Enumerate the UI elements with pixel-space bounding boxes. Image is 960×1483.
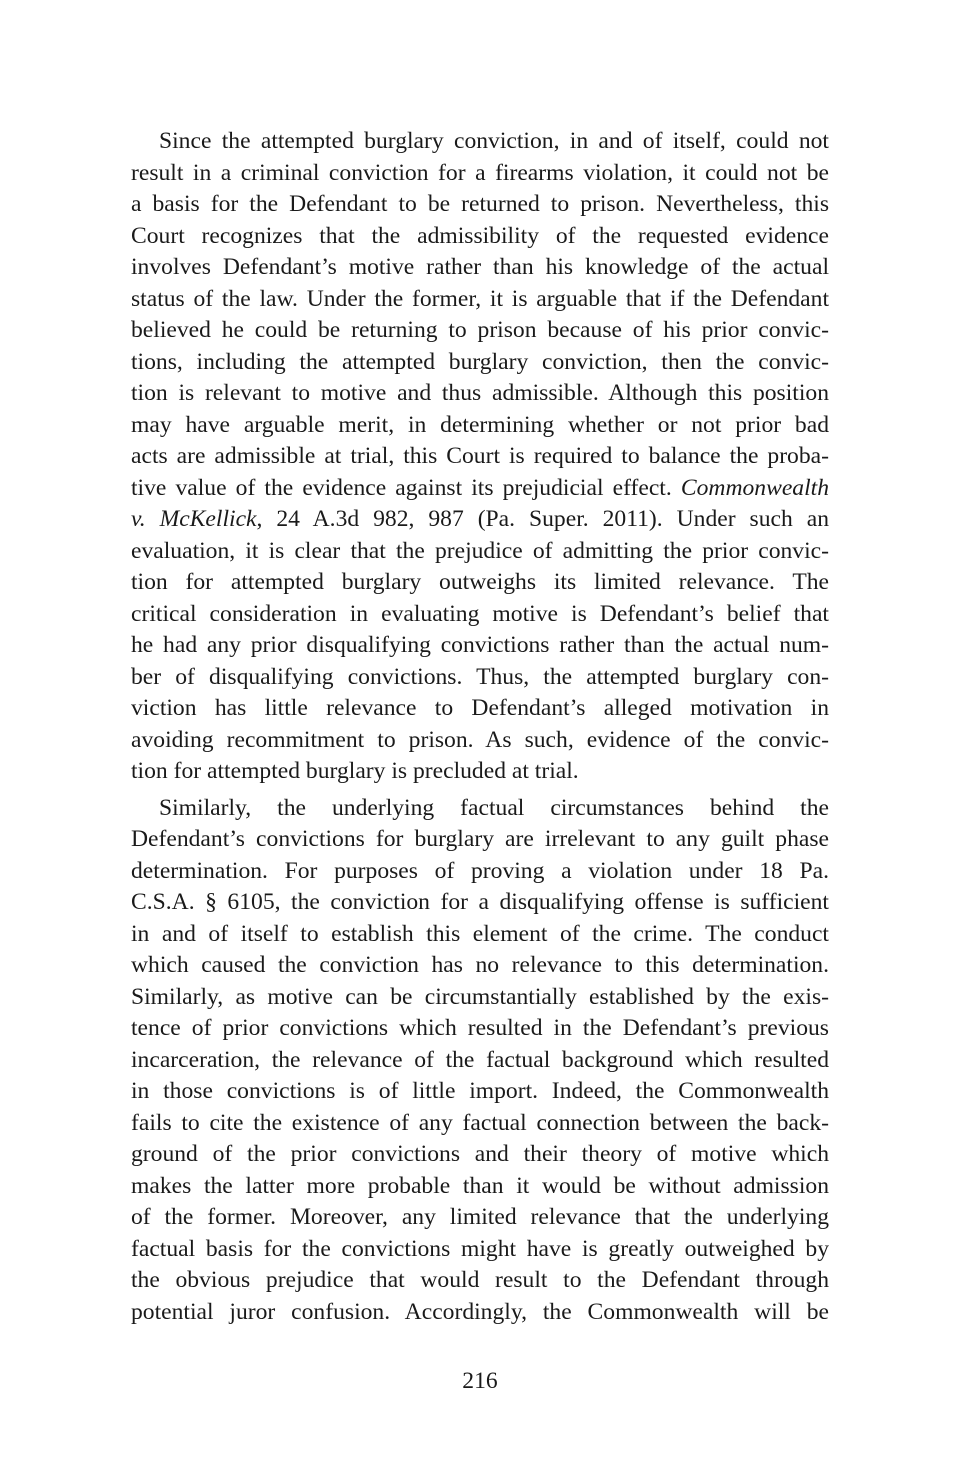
text-line: potential juror confusion. Accordingly, the Commonwealth will be xyxy=(131,1298,829,1325)
text-line: in and of itself to establish this element of the crime. The conduct xyxy=(131,920,829,947)
text-line: result in a criminal conviction for a firearms violation, it could not be xyxy=(131,159,829,186)
text-line: ground of the prior convictions and their theory of motive which xyxy=(131,1141,829,1167)
text-line: tions, including the attempted burglary conviction, then the convic- xyxy=(131,348,829,375)
paragraph-2 xyxy=(131,793,829,1329)
text-line: the obvious prejudice that would result to the Defendant through xyxy=(131,1267,829,1293)
text-line: tence of prior convictions which resulted in the Defendant’s previous xyxy=(131,1015,829,1041)
paragraph-1 xyxy=(131,126,829,788)
text-line: evaluation, it is clear that the prejudice of admitting the prior convic- xyxy=(131,537,829,564)
text-line: viction has little relevance to Defendant’s alleged motivation in xyxy=(131,695,829,721)
page-number: 216 xyxy=(462,1368,498,1394)
text-line: tion for attempted burglary outweighs its limited relevance. The xyxy=(131,569,829,595)
text-line: believed he could be returning to prison because of his prior convic- xyxy=(131,317,829,343)
text-line: a basis for the Defendant to be returned to prison. Nevertheless, this xyxy=(131,191,829,217)
text-line: in those convictions is of little import. Indeed, the Commonwealth xyxy=(131,1078,829,1104)
text-line: avoiding recommitment to prison. As such, evidence of the convic- xyxy=(131,726,829,753)
text-line: status of the law. Under the former, it is arguable that if the Defendant xyxy=(131,285,829,312)
text-line: involves Defendant’s motive rather than his knowledge of the actual xyxy=(131,254,829,280)
text-line: Court recognizes that the admissibility of the requested evidence xyxy=(131,222,829,249)
text-line: ber of disqualifying convictions. Thus, the attempted burglary con- xyxy=(131,663,829,690)
text-line: which caused the conviction has no relevance to this determination. xyxy=(131,952,829,978)
text-line: incarceration, the relevance of the factual background which resulted xyxy=(131,1046,829,1073)
text-line: of the former. Moreover, any limited relevance that the underlying xyxy=(131,1204,829,1230)
text-line: critical consideration in evaluating motive is Defendant’s belief that xyxy=(131,600,829,627)
text-line-with-citation: tive value of the evidence against its prejudicial effect. Commonwealth xyxy=(131,474,829,501)
body-text xyxy=(131,126,829,1328)
text-line: Since the attempted burglary conviction, in and of itself, could not xyxy=(159,128,829,154)
text-line: acts are admissible at trial, this Court is required to balance the proba- xyxy=(131,443,829,469)
text-line: Defendant’s convictions for burglary are irrelevant to any guilt phase xyxy=(131,826,829,852)
text-line: factual basis for the convictions might have is greatly outweighed by xyxy=(131,1235,829,1262)
text-line: determination. For purposes of proving a violation under 18 Pa. xyxy=(131,857,829,884)
text-line: C.S.A. § 6105, the conviction for a disqualifying offense is sufficient xyxy=(131,889,829,915)
text-line: tion for attempted burglary is precluded at trial. xyxy=(131,758,579,784)
text-line: he had any prior disqualifying convictions rather than the actual num- xyxy=(131,632,829,658)
text-line: tion is relevant to motive and thus admissible. Although this position xyxy=(131,380,829,406)
text-line: Similarly, as motive can be circumstantially established by the exis- xyxy=(131,983,829,1010)
text-line: Similarly, the underlying factual circumstances behind the xyxy=(159,794,829,821)
text-line: fails to cite the existence of any factual connection between the back- xyxy=(131,1109,829,1136)
text-line: makes the latter more probable than it would be without admission xyxy=(131,1172,829,1199)
text-line-with-citation: v. McKellick, 24 A.3d 982, 987 (Pa. Super. 2011). Under such an xyxy=(131,506,830,532)
text-line: may have arguable merit, in determining whether or not prior bad xyxy=(131,411,829,438)
